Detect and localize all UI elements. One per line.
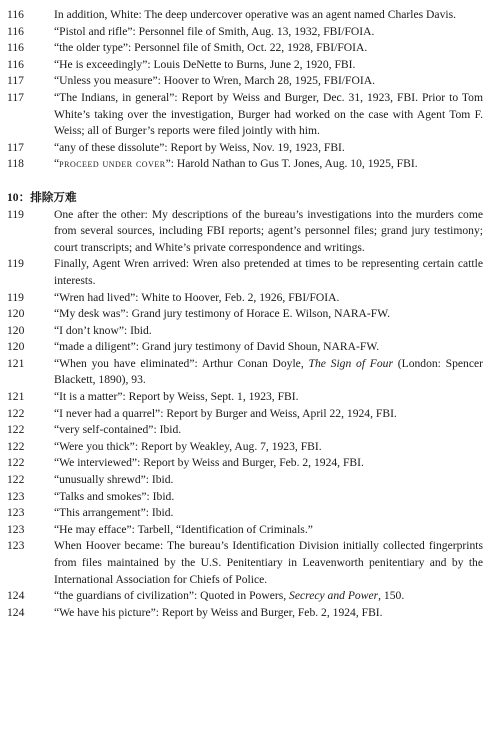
note-citation: , 150. [378,589,405,603]
endnote [6,156,483,173]
endnote [6,40,483,57]
endnote [6,73,483,90]
endnote [6,538,483,588]
note-lead: “the guardians of civilization”: Quoted in Powers, [54,589,290,603]
note-text: “The Indians, in general”: Report by Weiss and Burger, Dec. 31, 1923, FBI. Prior to Tom White’s taking over the investigation, Burger had worked on the case with Agent Tom F. Weiss; all of Burger’s reports were filed jointly with him. [54,90,483,138]
note-page-number: 120 [7,307,25,321]
note-text: “We interviewed”: Report by Weiss and Burger, Feb. 2, 1924, FBI. [54,456,364,470]
note-page-number: 117 [7,90,24,104]
endnote [6,7,483,24]
note-page-number: 123 [7,506,25,520]
note-text: “He may efface”: Tarbell, “Identification of Criminals.” [54,522,313,536]
endnote [6,339,483,356]
note-text: “any of these dissolute”: Report by Weiss, Nov. 19, 1923, FBI. [54,140,345,154]
note-page-number: 122 [7,406,25,420]
note-page-number: 119 [7,257,24,271]
endnote [6,489,483,506]
note-text: One after the other: My descriptions of the bureau’s investigations into the murders come from several sources, including FBI reports; agent’s personnel files; grand jury testimony; court transcripts; and White’s private correspondence and writings. [54,207,483,254]
note-page-number: 122 [7,439,25,453]
note-citation: ”: Harold Nathan to Gus T. Jones, Aug. 10, 1925, FBI. [165,157,418,171]
note-text: “Unless you measure”: Hoover to Wren, March 28, 1925, FBI/FOIA. [54,74,375,88]
note-page-number: 122 [7,456,25,470]
note-text: “This arrangement”: Ibid. [54,506,174,520]
note-page-number: 122 [7,473,25,487]
endnote [6,472,483,489]
note-text: “We have his picture”: Report by Weiss and Burger, Feb. 2, 1924, FBI. [54,605,383,619]
note-text: “Pistol and rifle”: Personnel file of Smith, Aug. 13, 1932, FBI/FOIA. [54,24,375,38]
note-text: “I don’t know”: Ibid. [54,323,152,337]
endnote [6,256,483,289]
endnote [6,605,483,622]
note-page-number: 121 [7,356,25,370]
endnote [6,290,483,307]
note-page-number: 123 [7,522,25,536]
note-page-number: 123 [7,539,25,553]
endnote [6,140,483,157]
note-text: When Hoover became: The bureau’s Identification Division initially collected fingerprints from files maintained by the U.S. Penitentiary in Leavenworth penitentiary and by the International Association for Chiefs of Police. [54,539,483,586]
note-page-number: 116 [7,57,24,71]
note-text [54,356,483,389]
note-text [54,588,483,605]
endnote [6,90,483,140]
note-text: “My desk was”: Grand jury testimony of Horace E. Wilson, NARA-FW. [54,307,391,321]
note-page-number: 116 [7,24,24,38]
note-page-number: 119 [7,290,24,304]
endnote [6,439,483,456]
note-text: “Were you thick”: Report by Weakley, Aug. 7, 1923, FBI. [54,439,322,453]
endnote [6,57,483,74]
book-title: The Sign of Four [308,356,393,370]
endnote [6,588,483,605]
endnote [6,522,483,539]
note-text: “made a diligent”: Grand jury testimony of David Shoun, NARA-FW. [54,340,380,354]
open-quote: “ [54,157,60,171]
endnote [6,406,483,423]
note-text: Finally, Agent Wren arrived: Wren also pretended at times to be representing certain cattle interests. [54,257,483,287]
book-title: Secrecy and Power [289,589,379,603]
note-text: “very self-contained”: Ibid. [54,423,182,437]
note-page-number: 116 [7,41,24,55]
note-citation: (London: Spencer Blackett, 1890), 93. [54,356,484,387]
smallcaps-quote: proceed under cover [59,157,166,171]
endnote [6,505,483,522]
endnote [6,323,483,340]
note-page-number: 121 [7,390,25,404]
note-page-number: 122 [7,423,25,437]
note-page-number: 117 [7,140,24,154]
note-text: “unusually shrewd”: Ibid. [54,473,174,487]
note-page-number: 117 [7,74,24,88]
note-page-number: 124 [7,605,25,619]
note-text: “He is exceedingly”: Louis DeNette to Burns, June 2, 1920, FBI. [54,57,356,71]
note-page-number: 120 [7,323,25,337]
note-text: “Wren had lived”: White to Hoover, Feb. 2, 1926, FBI/FOIA. [54,290,340,304]
endnote [6,356,483,389]
note-text [54,156,483,173]
endnote [6,455,483,472]
note-text: In addition, White: The deep undercover operative was an agent named Charles Davis. [54,8,456,21]
endnote [6,389,483,406]
endnote [6,24,483,41]
note-text: “Talks and smokes”: Ibid. [54,489,175,503]
note-text: “I never had a quarrel”: Report by Burger and Weiss, April 22, 1924, FBI. [54,406,397,420]
note-lead: “When you have eliminated”: Arthur Conan Doyle, [54,356,309,370]
note-page-number: 123 [7,489,25,503]
note-page-number: 120 [7,340,25,354]
note-text: “the older type”: Personnel file of Smith, Oct. 22, 1928, FBI/FOIA. [54,41,368,55]
endnote [6,306,483,323]
note-text: “It is a matter”: Report by Weiss, Sept. 1, 1923, FBI. [54,390,299,404]
note-page-number: 124 [7,589,25,603]
note-page-number: 116 [7,8,24,21]
note-page-number: 118 [7,157,24,171]
chapter-heading: 10：排除万难 [7,190,77,204]
endnote [6,422,483,439]
note-page-number: 119 [7,207,24,221]
endnote [6,207,483,257]
